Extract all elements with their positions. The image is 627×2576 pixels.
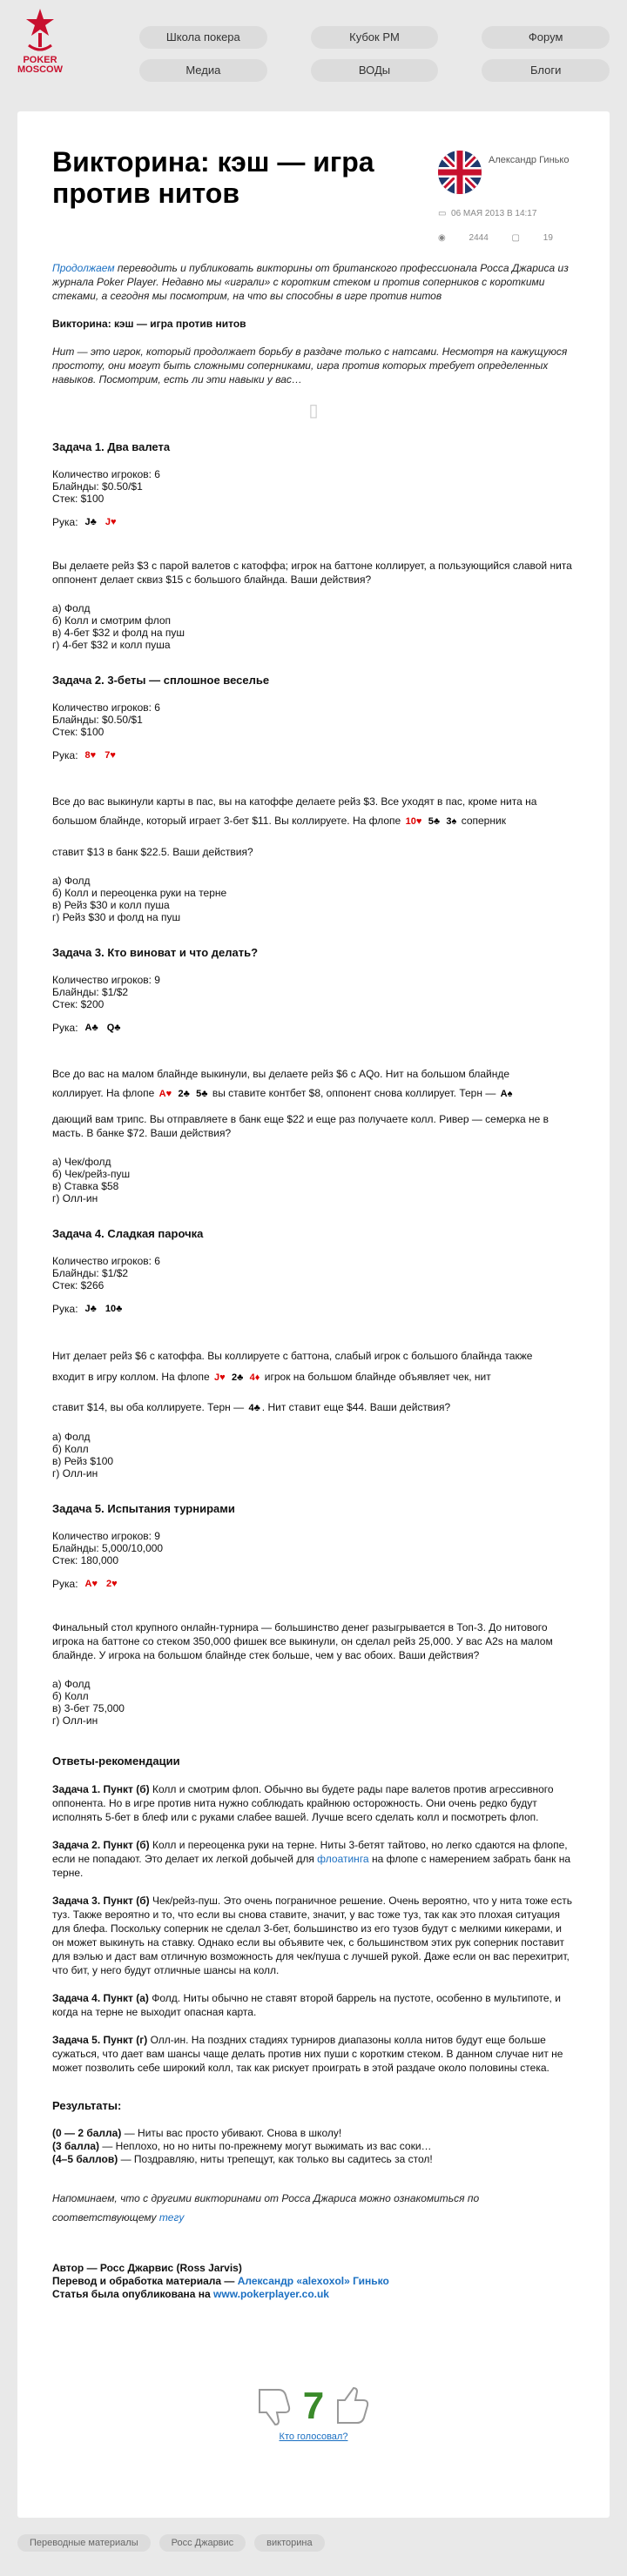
option: б) Колл	[52, 1443, 89, 1455]
task-3-title: Задача 3. Кто виноват и что делать?	[52, 946, 259, 959]
tag-link[interactable]: тегу	[158, 2211, 185, 2224]
nav-poker-school[interactable]: Школа покера	[139, 26, 267, 49]
playing-card: 10♥	[405, 816, 422, 827]
option: а) Чек/фолд	[52, 1156, 111, 1168]
option: в) Рейз $30 и колл пуша	[52, 899, 170, 911]
task-1-text: Вы делаете рейз $3 с парой валетов с катоффа; игрок на баттоне коллирует, а пользующийся славой нита оппонент делает сквиз $15 с большого блайнда. Ваши действия?	[52, 560, 572, 586]
answers-list	[52, 1782, 575, 2075]
comments-icon[interactable]: ▢	[511, 233, 520, 243]
task-3-params	[52, 974, 575, 1010]
thumbs-down-icon[interactable]	[254, 2386, 294, 2426]
task-1-params	[52, 468, 575, 505]
author-avatar[interactable]	[438, 151, 482, 194]
task-5-title: Задача 5. Испытания турнирами	[52, 1502, 235, 1515]
result-row: (4–5 баллов) — Поздравляю, ниты трепещут, как только вы садитесь за стол!	[52, 2153, 433, 2165]
task-2-params	[52, 701, 575, 738]
answers-title: Ответы-рекомендации	[52, 1754, 180, 1768]
option: б) Чек/рейз-пуш	[52, 1168, 131, 1180]
task-4-title: Задача 4. Сладкая парочка	[52, 1227, 204, 1240]
task-2-stack: Стек: $100	[52, 726, 104, 738]
article-title: Викторина: кэш — игра против нитов	[52, 146, 374, 209]
option: в) 4-бет $32 и фолд на пуш	[52, 627, 185, 639]
vote-row	[235, 2385, 392, 2428]
credit-translation: Перевод и обработка материала — Александр «alexoxol» Гинько	[52, 2275, 389, 2287]
task-1-players: Количество игроков: 6	[52, 468, 160, 480]
tag[interactable]: Росс Джарвис	[159, 2534, 246, 2552]
task-4-text: Нит делает рейз $6 с катоффа. Вы коллируете с баттона, слабый игрок с большого блайнда также входит в игру коллом. На флопе J♥ 2♣ 4♦ игрок на большом блайнде объявляет чек, нит	[52, 1345, 575, 1388]
outro-paragraph: Напоминаем, что с другими викторинами от Росса Джариса можно ознакомиться по соответствующему тегу	[52, 2192, 480, 2224]
option: б) Колл	[52, 1690, 89, 1702]
voters-link[interactable]: Кто голосовал?	[279, 2432, 348, 2442]
credits	[52, 2262, 575, 2301]
task-3-text-cont: дающий вам трипс. Вы отправляете в банк еще $22 и еще раз получаете колл. Ривер — семерка не в масть. В банке $72. Ваши действия?	[52, 1113, 549, 1139]
post-date-text: 06 МАЯ 2013 В 14:17	[451, 209, 537, 218]
views-icon: ◉	[438, 233, 446, 243]
playing-card: 3♠	[446, 816, 457, 827]
tag-list	[17, 2534, 325, 2552]
task-4-params	[52, 1255, 575, 1291]
comments-count[interactable]: 19	[543, 233, 553, 243]
option: а) Фолд	[52, 1431, 91, 1443]
intro-paragraph	[52, 261, 575, 303]
task-5-text: Финальный стол крупного онлайн-турнира — большинство денег разыгрывается в Топ-3. До нитового игрока на баттоне со стеком 350,000 фишек все выкинули, он сделал рейз 25,000. У вас A2s на малом блайнде. У игрока на большом блайнде стек больше, чем у вас обоих. Ваши действия?	[52, 1621, 553, 1661]
playing-card: 2♥	[106, 1579, 118, 1589]
views-count: 2444	[469, 233, 489, 243]
intro-text: переводить и публиковать викторины от британского профессионала Росса Джариса из журнала Poker Player. Недавно мы «играли» с коротким стеком и против соперников с короткими стеками, а сегодня мы посмотрим, на что вы способны в игре против нитов	[52, 262, 569, 302]
nav-pm-cup[interactable]: Кубок PM	[311, 26, 439, 49]
task-3-hand	[52, 1021, 575, 1035]
hand-label: Рука:	[52, 1578, 78, 1590]
playing-card: 7♥	[104, 750, 116, 761]
playing-card: 5♣	[428, 816, 441, 827]
playing-card: 5♣	[196, 1089, 208, 1099]
post-stats	[438, 233, 574, 243]
answer-4: Задача 4. Пункт (а) Фолд. Ниты обычно не ставят второй баррель на пустоте, особенно в мультипоте, и когда на терне не выходит опасная карта.	[52, 1992, 561, 2018]
result-row: (3 балла) — Неплохо, но но ниты по-прежнему могут выжимать из вас соки…	[52, 2140, 432, 2152]
task-3-stack: Стек: $200	[52, 998, 104, 1010]
answer-3: Задача 3. Пункт (б) Чек/рейз-пуш. Это очень пограничное решение. Очень вероятно, что у нита тоже есть туз. Также вероятно и то, что если вы снова ставите, значит, у вас тоже туз, так как это плохая ситуация для блефа. Поскольку соперник не сделал 3-бет, большинство из его тузов будут с мелкими кикерами, и он может выкинуть на ставку. Однако если вы объявите чек, с большинством этих рук соперник поставит для вэлью и даст вам отличную возможность для чек/пуша с лучшей рукой. Даже если он вас перехитрит, что бит, у него будут отличные шансы на колл.	[52, 1895, 572, 1976]
playing-card: Q♣	[106, 1023, 121, 1033]
result-row: (0 — 2 балла) — Ниты вас просто убивают. Снова в школу!	[52, 2127, 342, 2139]
task-2-text-cont: ставит $13 в банк $22.5. Ваши действия?	[52, 846, 253, 858]
task-4-players: Количество игроков: 6	[52, 1255, 160, 1267]
tag[interactable]: викторина	[254, 2534, 324, 2552]
hand-label: Рука:	[52, 749, 78, 761]
site-header	[0, 0, 627, 104]
playing-card: 2♣	[231, 1372, 244, 1383]
task-5-players: Количество игроков: 9	[52, 1530, 160, 1542]
article-card	[17, 111, 610, 2518]
tag[interactable]: Переводные материалы	[17, 2534, 151, 2552]
logo-text-moscow: MOSCOW	[17, 64, 63, 75]
option: г) Олл-ин	[52, 1467, 98, 1479]
subtitle: Викторина: кэш — игра против нитов	[52, 318, 246, 330]
option: а) Фолд	[52, 1678, 91, 1690]
results-title: Результаты:	[52, 2099, 122, 2112]
hand-label: Рука:	[52, 516, 78, 528]
answer-1: Задача 1. Пункт (б) Колл и смотрим флоп. Обычно вы будете рады паре валетов против агрессивного оппонента. Но в игре против нита нужно соблюдать крайнюю осторожность. Они очень редко будут исполнять 5-бет в блеф или с руками слабее вашей. Лучше всего сделать колл и посмотреть флоп.	[52, 1783, 554, 1823]
option: г) 4-бет $32 и колл пуша	[52, 639, 171, 651]
hand-label: Рука:	[52, 1303, 78, 1315]
calendar-icon: ▭	[438, 209, 447, 218]
task-5-options	[52, 1678, 575, 1727]
playing-card: J♣	[84, 517, 97, 527]
playing-card: 4♦	[249, 1372, 260, 1383]
nav-vods[interactable]: ВОДы	[311, 59, 439, 82]
option: а) Фолд	[52, 875, 91, 887]
main-nav	[139, 26, 610, 82]
answer-2: Задача 2. Пункт (б) Колл и переоценка руки на терне. Ниты 3-бетят тайтово, но легко сдаются на флопе, если не попадают. Это делает их легкой добычей для флоатинга на флопе с намерением забрать банк на терне.	[52, 1839, 570, 1879]
playing-card: 4♣	[248, 1403, 260, 1413]
playing-card: 2♣	[178, 1089, 190, 1099]
task-2-players: Количество игроков: 6	[52, 701, 160, 714]
task-4-hand	[52, 1302, 575, 1316]
option: г) Олл-ин	[52, 1714, 98, 1727]
option: г) Олл-ин	[52, 1192, 98, 1204]
nav-media[interactable]: Медиа	[139, 59, 267, 82]
task-2-options	[52, 875, 575, 923]
floating-link[interactable]: флоатинга	[317, 1853, 369, 1865]
playing-card: A♥	[84, 1579, 98, 1589]
task-3-players: Количество игроков: 9	[52, 974, 160, 986]
option: в) 3-бет 75,000	[52, 1702, 125, 1714]
task-1-options	[52, 602, 575, 651]
results-list	[52, 2127, 575, 2166]
playing-card: J♥	[104, 517, 117, 527]
article-body	[52, 261, 575, 2301]
source-link[interactable]: www.pokerplayer.co.uk	[213, 2288, 329, 2300]
option: б) Колл и смотрим флоп	[52, 614, 172, 627]
nav-forum[interactable]: Форум	[482, 26, 610, 49]
task-2-hand	[52, 748, 575, 762]
option: а) Фолд	[52, 602, 91, 614]
translator-link[interactable]: Александр «alexoxol» Гинько	[237, 2275, 389, 2287]
task-4-text-cont: ставит $14, вы оба коллируете. Терн — 4♣ . Нит ставит еще $44. Ваши действия?	[52, 1401, 451, 1413]
option: б) Колл и переоценка руки на терне	[52, 887, 227, 899]
logo-text-poker: POKER	[23, 55, 57, 65]
intro-link[interactable]: Продолжаем	[52, 262, 115, 274]
credit-author: Автор — Росс Джарвис (Ross Jarvis)	[52, 2262, 242, 2274]
task-2-title: Задача 2. 3-беты — сплошное веселье	[52, 674, 270, 687]
task-2-blinds: Блайнды: $0.50/$1	[52, 714, 143, 726]
task-4-options	[52, 1431, 575, 1479]
task-3-options	[52, 1156, 575, 1204]
task-5-stack: Стек: 180,000	[52, 1554, 118, 1566]
task-2-text: Все до вас выкинули карты в пас, вы на катоффе делаете рейз $3. Все уходят в пас, кроме нита на большом блайнде, который играет 3-бет $11. Вы коллируете. На флопе 10♥ 5♣ 3♠ соперник	[52, 792, 575, 831]
playing-card: 8♥	[84, 750, 97, 761]
site-logo[interactable]	[16, 7, 64, 103]
playing-card: J♣	[84, 1304, 97, 1314]
task-4-blinds: Блайнды: $1/$2	[52, 1267, 129, 1279]
uk-flag-icon	[438, 151, 482, 194]
task-5-params	[52, 1530, 575, 1566]
task-1-title: Задача 1. Два валета	[52, 440, 171, 453]
hand-label: Рука:	[52, 1022, 78, 1034]
playing-card: A♥	[158, 1089, 172, 1099]
task-1-stack: Стек: $100	[52, 493, 104, 505]
task-5-blinds: Блайнды: 5,000/10,000	[52, 1542, 164, 1554]
separator-icon: ▯	[308, 401, 319, 420]
thumbs-up-icon[interactable]	[333, 2386, 373, 2426]
playing-card: A♣	[84, 1023, 98, 1033]
task-1-hand	[52, 515, 575, 529]
task-3-text: Все до вас на малом блайнде выкинули, вы делаете рейз $6 с AQo. Нит на большом блайнде коллирует. На флопе A♥ 2♣ 5♣ вы ставите контбет $8, оппонент снова коллирует. Терн — A♠	[52, 1064, 575, 1104]
logo-star-icon	[25, 7, 55, 54]
lead-paragraph: Нит — это игрок, который продолжает борьбу в раздаче только с натсами. Несмотря на кажущуюся простоту, они могут быть сложными соперниками, игра против которых требует определенных навыков. Посмотрим, есть ли эти навыки у вас…	[52, 345, 568, 386]
option: г) Рейз $30 и фолд на пуш	[52, 911, 181, 923]
answer-5: Задача 5. Пункт (г) Олл-ин. На поздних стадиях турниров диапазоны колла нитов будут еще больше сужаться, что дает вам шансы чаще делать против них пуши с коротким стеком. В данном случае нит не может позволить себе широкий колл, так как рискует проиграть в этой раздаче около половины стека.	[52, 2034, 563, 2074]
post-date	[438, 209, 536, 218]
playing-card: 10♣	[104, 1304, 123, 1314]
option: в) Ставка $58	[52, 1180, 119, 1192]
task-5-hand	[52, 1577, 575, 1591]
playing-card: A♠	[500, 1089, 513, 1099]
option: в) Рейз $100	[52, 1455, 114, 1467]
task-3-blinds: Блайнды: $1/$2	[52, 986, 129, 998]
credit-published: Статья была опубликована на www.pokerplayer.co.uk	[52, 2288, 329, 2300]
task-1-blinds: Блайнды: $0.50/$1	[52, 480, 143, 493]
vote-count: 7	[302, 2385, 325, 2427]
task-4-stack: Стек: $266	[52, 1279, 104, 1291]
playing-card: J♥	[213, 1372, 226, 1383]
vote-widget	[235, 2385, 392, 2442]
author-name[interactable]: Александр Гинько	[489, 155, 570, 165]
nav-blogs[interactable]: Блоги	[482, 59, 610, 82]
